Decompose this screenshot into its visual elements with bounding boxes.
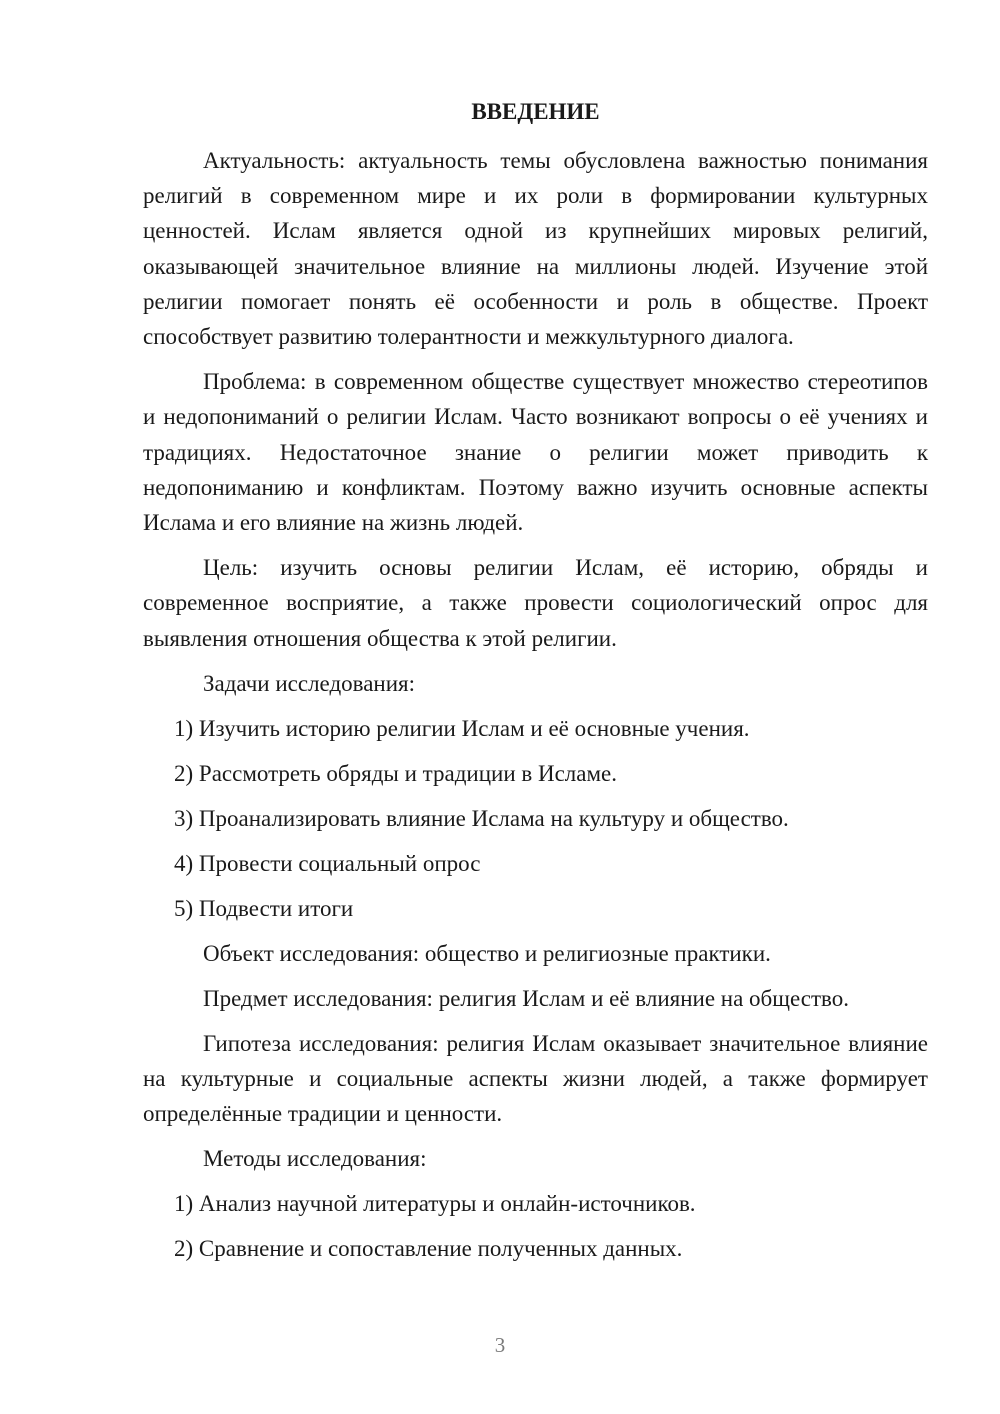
task-item: 2) Рассмотреть обряды и традиции в Исламе. xyxy=(174,760,618,786)
hypothesis-paragraph: Гипотеза исследования: религия Ислам оказывает значительное влияние на культурные и социальные аспекты жизни людей, а также формирует определённые традиции и ценности. xyxy=(143,1030,928,1127)
research-object: Объект исследования: общество и религиозные практики. xyxy=(203,940,771,966)
task-item: 3) Проанализировать влияние Ислама на культуру и общество. xyxy=(174,805,789,831)
goal-paragraph: Цель: изучить основы религии Ислам, её историю, обряды и современное восприятие, а также провести социологический опрос для выявления отношения общества к этой религии. xyxy=(143,555,928,651)
methods-label: Методы исследования: xyxy=(203,1146,427,1172)
research-subject: Предмет исследования: религия Ислам и её влияние на общество. xyxy=(203,985,849,1011)
tasks-label: Задачи исследования: xyxy=(203,670,416,696)
method-item: 2) Сравнение и сопоставление полученных данных. xyxy=(174,1236,683,1262)
problem-paragraph: Проблема: в современном обществе существует множество стереотипов и недопониманий о религии Ислам. Часто возникают вопросы о её учениях и традициях. Недостаточное знание о религии может приводить к недопониманию и конфликтам. Поэтому важно изучить основные аспекты Ислама и его влияние на жизнь людей. xyxy=(143,369,928,536)
task-item: 5) Подвести итоги xyxy=(174,895,354,921)
task-item: 4) Провести социальный опрос xyxy=(174,850,481,876)
relevance-paragraph: Актуальность: актуальность темы обусловлена важностью понимания религий в современном мире и их роли в формировании культурных ценностей. Ислам является одной из крупнейших мировых религий, оказывающей значительное влияние на миллионы людей. Изучение этой религии помогает понять её особенности и роль в обществе. Проект способствует развитию толерантности и межкультурного диалога. xyxy=(143,148,928,350)
section-heading: ВВЕДЕНИЕ xyxy=(471,99,600,124)
page-number: 3 xyxy=(494,1333,506,1357)
page-content xyxy=(143,94,928,1276)
method-item: 1) Анализ научной литературы и онлайн-источников. xyxy=(174,1191,696,1217)
task-item: 1) Изучить историю религии Ислам и её основные учения. xyxy=(174,715,750,741)
